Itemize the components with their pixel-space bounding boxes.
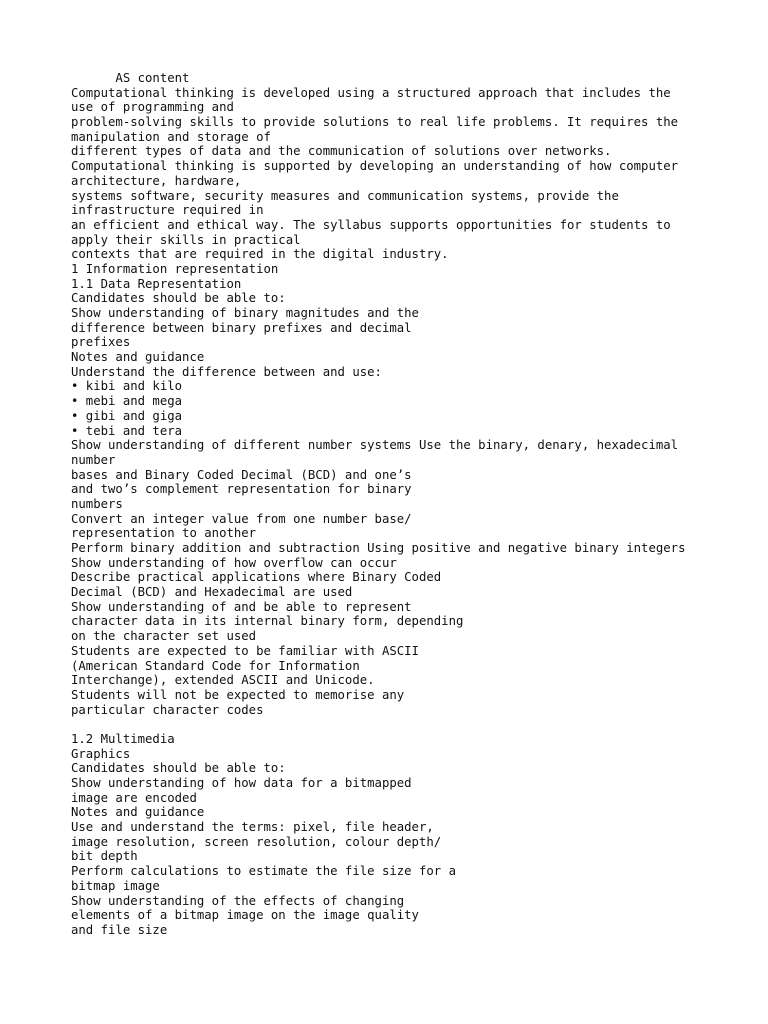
document-line: (American Standard Code for Information [71, 658, 360, 673]
document-line: Students will not be expected to memorise any [71, 687, 405, 702]
document-line: 1.2 Multimedia [71, 731, 175, 746]
document-line: and file size [71, 922, 168, 937]
document-line: on the character set used [71, 629, 257, 644]
document-line: Show understanding of how overflow can occur [71, 555, 397, 570]
document-line: Interchange), extended ASCII and Unicode. [71, 673, 375, 688]
document-line: number [71, 452, 116, 467]
document-line: Students are expected to be familiar with ASCII [71, 643, 419, 658]
document-line: Convert an integer value from one number base/ [71, 511, 412, 526]
document-line: numbers [71, 496, 123, 511]
document-line: Computational thinking is developed using a structured approach that includes the [71, 85, 671, 100]
document-line: image are encoded [71, 790, 197, 805]
document-line: Show understanding of different number systems Use the binary, denary, hexadecimal [71, 438, 679, 453]
document-line: • kibi and kilo [71, 379, 183, 394]
document-line: Show understanding of the effects of changing [71, 893, 405, 908]
document-line: use of programming and [71, 100, 234, 115]
document-line: manipulation and storage of [71, 129, 271, 144]
document-line [71, 717, 761, 732]
document-line: architecture, hardware, [71, 173, 242, 188]
document-line: 1 Information representation [71, 261, 279, 276]
document-line: systems software, security measures and communication systems, provide the [71, 188, 619, 203]
document-line: bit depth [71, 849, 138, 864]
document-line: apply their skills in practical [71, 232, 301, 247]
document-line: Show understanding of binary magnitudes and the [71, 306, 419, 320]
document-line: different types of data and the communication of solutions over networks. [71, 144, 612, 159]
document-line: Computational thinking is supported by developing an understanding of how computer [71, 159, 679, 174]
document-line: Understand the difference between and use: [71, 364, 382, 379]
document-line: prefixes [71, 335, 131, 350]
document-line: an efficient and ethical way. The syllabus supports opportunities for students to [71, 217, 671, 232]
document-line: AS content [71, 71, 190, 85]
document-line: and two’s complement representation for binary [71, 482, 412, 497]
document-line: particular character codes [71, 702, 264, 717]
document-line: Perform calculations to estimate the file size for a [71, 864, 456, 879]
document-line: Use and understand the terms: pixel, file header, [71, 820, 434, 835]
document-line: representation to another [71, 526, 257, 541]
document-line: bitmap image [71, 878, 160, 893]
document-line: Show understanding of and be able to represent [71, 599, 412, 614]
document-line: elements of a bitmap image on the image quality [71, 908, 419, 923]
document-line: Notes and guidance [71, 350, 205, 365]
document-body [71, 71, 761, 938]
document-line: character data in its internal binary form, depending [71, 614, 464, 629]
document-line: problem-solving skills to provide solutions to real life problems. It requires the [71, 115, 679, 130]
document-line: bases and Binary Coded Decimal (BCD) and one’s [71, 467, 412, 482]
document-line: Candidates should be able to: [71, 291, 286, 306]
document-line: Describe practical applications where Binary Coded [71, 570, 442, 585]
document-line: infrastructure required in [71, 203, 264, 218]
document-line: 1.1 Data Representation [71, 276, 242, 291]
document-line: • mebi and mega [71, 394, 183, 409]
document-line: Notes and guidance [71, 805, 205, 820]
document-line: contexts that are required in the digital industry. [71, 247, 449, 262]
document-line: Show understanding of how data for a bitmapped [71, 776, 412, 790]
document-line: Decimal (BCD) and Hexadecimal are used [71, 585, 353, 600]
document-line: difference between binary prefixes and decimal [71, 320, 412, 335]
document-line: Graphics [71, 746, 131, 761]
document-line: • tebi and tera [71, 423, 183, 438]
document-line: Candidates should be able to: [71, 761, 286, 776]
document-line: Perform binary addition and subtraction Using positive and negative binary integers [71, 541, 686, 555]
document-line: • gibi and giga [71, 408, 183, 423]
document-line: image resolution, screen resolution, colour depth/ [71, 834, 442, 849]
